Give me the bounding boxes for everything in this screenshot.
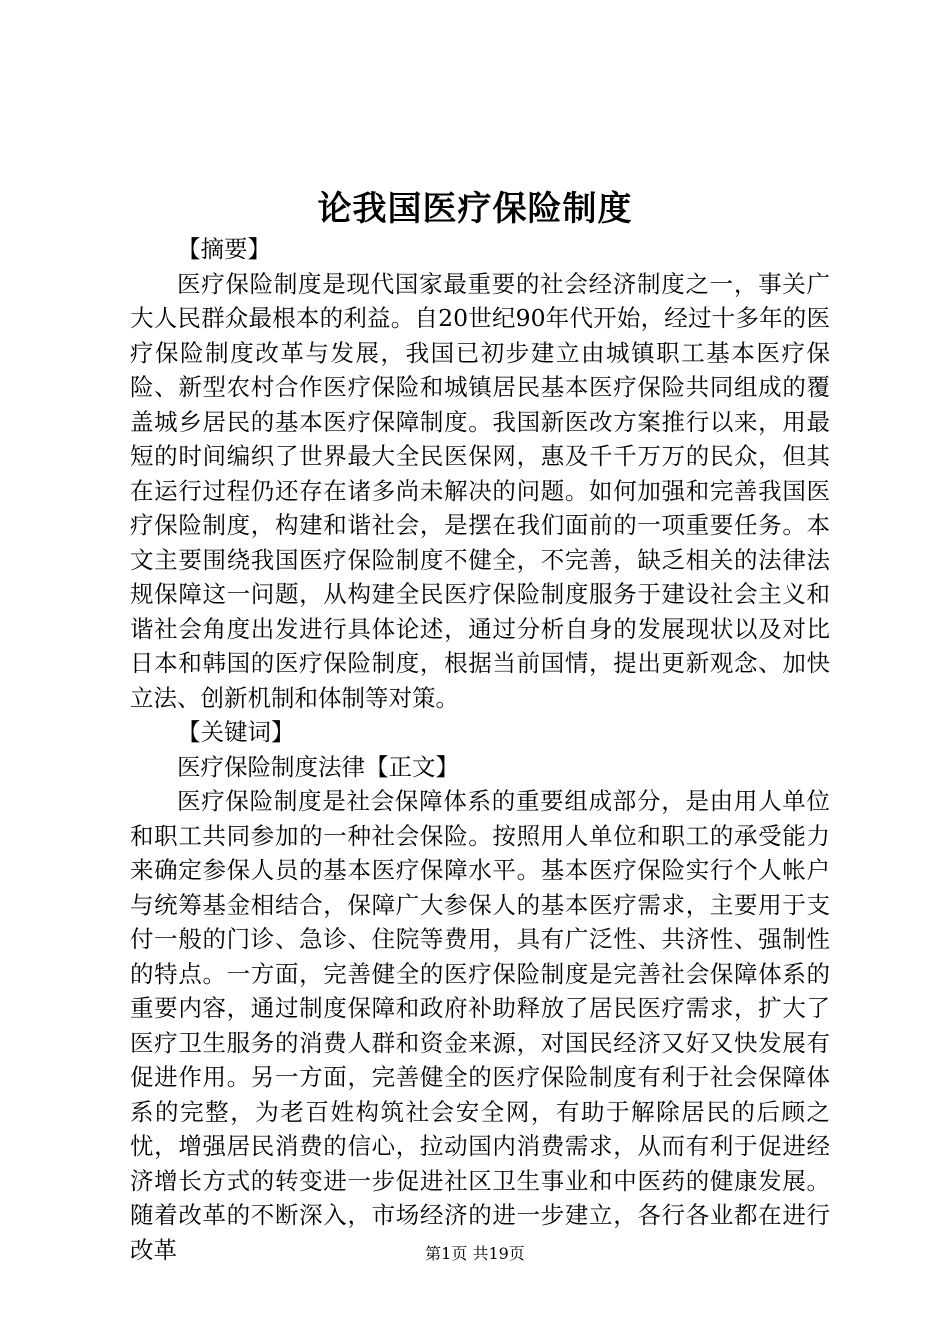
page-footer: 第1页 共19页	[425, 1244, 525, 1263]
body-paragraph: 医疗保险制度是社会保障体系的重要组成部分，是由用人单位和职工共同参加的一种社会保险。按照用人单位和职工的承受能力来确定参保人员的基本医疗保障水平。基本医疗保险实行个人帐户与统筹基金相结合，保障广大参保人的基本医疗需求，主要用于支付一般的门诊、急诊、住院等费用，具有广泛性、共济性、强制性的特点。一方面，完善健全的医疗保险制度是完善社会保障体系的重要内容，通过制度保障和政府补助释放了居民医疗需求，扩大了医疗卫生服务的消费人群和资金来源，对国民经济又好又快发展有促进作用。另一方面，完善健全的医疗保险制度有利于社会保障体系的完整，为老百姓构筑社会安全网，有助于解除居民的后顾之忧，增强居民消费的信心，拉动国内消费需求，从而有利于促进经济增长方式的转变进一步促进社区卫生事业和中医药的健康发展。随着改革的不断深入，市场经济的进一步建立，各行各业都在进行改革	[130, 787, 830, 1264]
keywords-heading: 【关键词】	[177, 718, 295, 746]
keywords-line: 医疗保险制度法律【正文】	[177, 752, 459, 781]
abstract-paragraph: 医疗保险制度是现代国家最重要的社会经济制度之一，事关广大人民群众最根本的利益。自20世纪90年代开始，经过十多年的医疗保险制度改革与发展，我国已初步建立由城镇职工基本医疗保险、新型农村合作医疗保险和城镇居民基本医疗保险共同组成的覆盖城乡居民的基本医疗保障制度。我国新医改方案推行以来，用最短的时间编织了世界最大全民医保网，惠及千千万万的民众，但其在运行过程仍还存在诸多尚未解决的问题。如何加强和完善我国医疗保险制度，构建和谐社会，是摆在我们面前的一项重要任务。本文主要围绕我国医疗保险制度不健全，不完善，缺乏相关的法律法规保障这一问题，从构建全民医疗保险制度服务于建设社会主义和谐社会角度出发进行具体论述，通过分析自身的发展现状以及对比日本和韩国的医疗保险制度，根据当前国情，提出更新观念、加快立法、创新机制和体制等对策。	[130, 269, 830, 712]
abstract-heading: 【摘要】	[177, 235, 271, 263]
document-title: 论我国医疗保险制度	[317, 189, 633, 229]
document-content	[130, 232, 830, 1267]
